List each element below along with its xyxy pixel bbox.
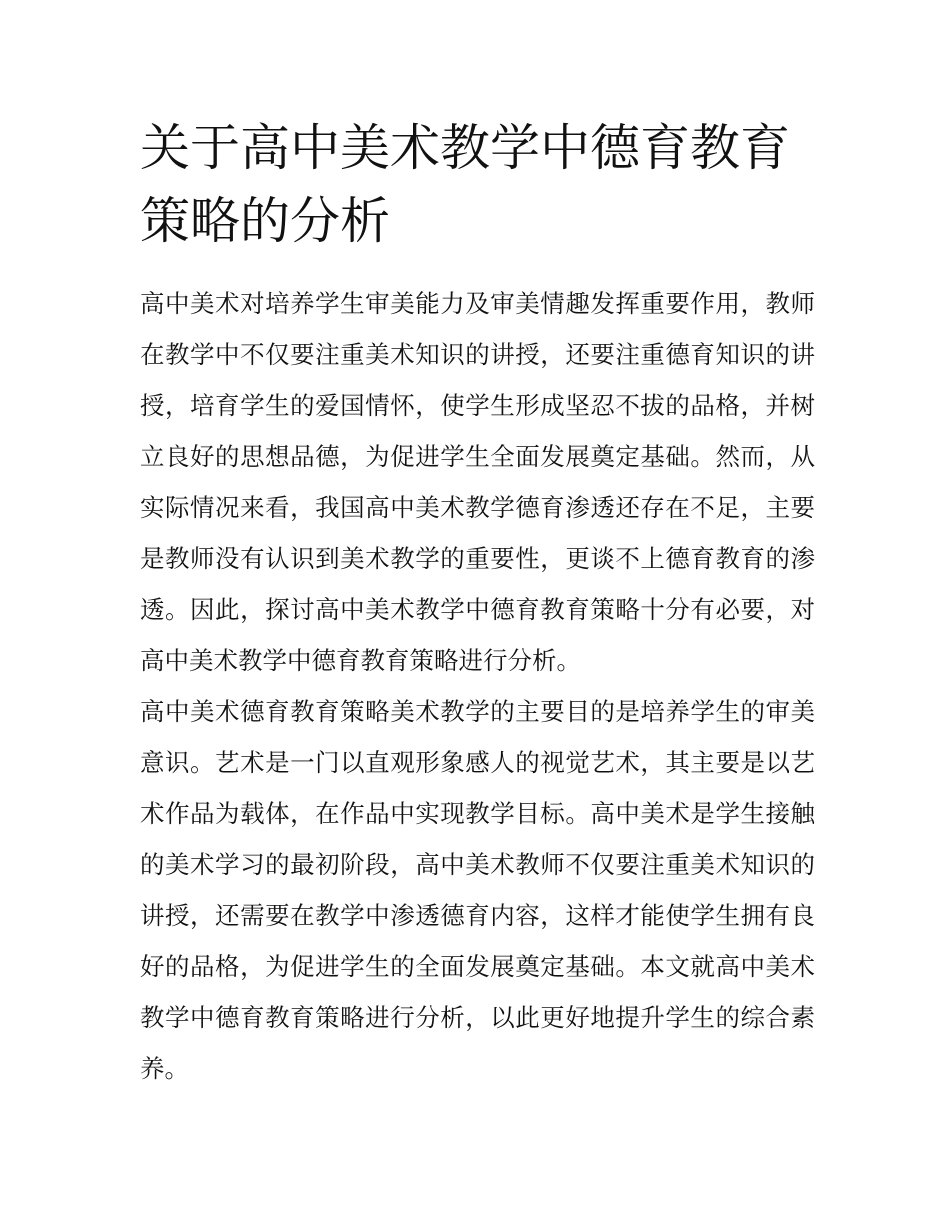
document-title: 关于高中美术教学中德育教育策略的分析: [140, 119, 790, 250]
document-body: [140, 278, 815, 1094]
paragraph-intro: 高中美术对培养学生审美能力及审美情趣发挥重要作用，教师在教学中不仅要注重美术知识的讲授，还要注重德育知识的讲授，培育学生的爱国情怀，使学生形成坚忍不拔的品格，并树立良好的思想品德，为促进学生全面发展奠定基础。然而，从实际情况来看，我国高中美术教学德育渗透还存在不足，主要是教师没有认识到美术教学的重要性，更谈不上德育教育的渗透。因此，探讨高中美术教学中德育教育策略十分有必要，对高中美术教学中德育教育策略进行分析。: [140, 289, 815, 675]
paragraph-strategy: 高中美术德育教育策略美术教学的主要目的是培养学生的审美意识。艺术是一门以直观形象感人的视觉艺术，其主要是以艺术作品为载体，在作品中实现教学目标。高中美术是学生接触的美术学习的最初阶段，高中美术教师不仅要注重美术知识的讲授，还需要在教学中渗透德育内容，这样才能使学生拥有良好的品格，为促进学生的全面发展奠定基础。本文就高中美术教学中德育教育策略进行分析，以此更好地提升学生的综合素养。: [140, 697, 815, 1083]
